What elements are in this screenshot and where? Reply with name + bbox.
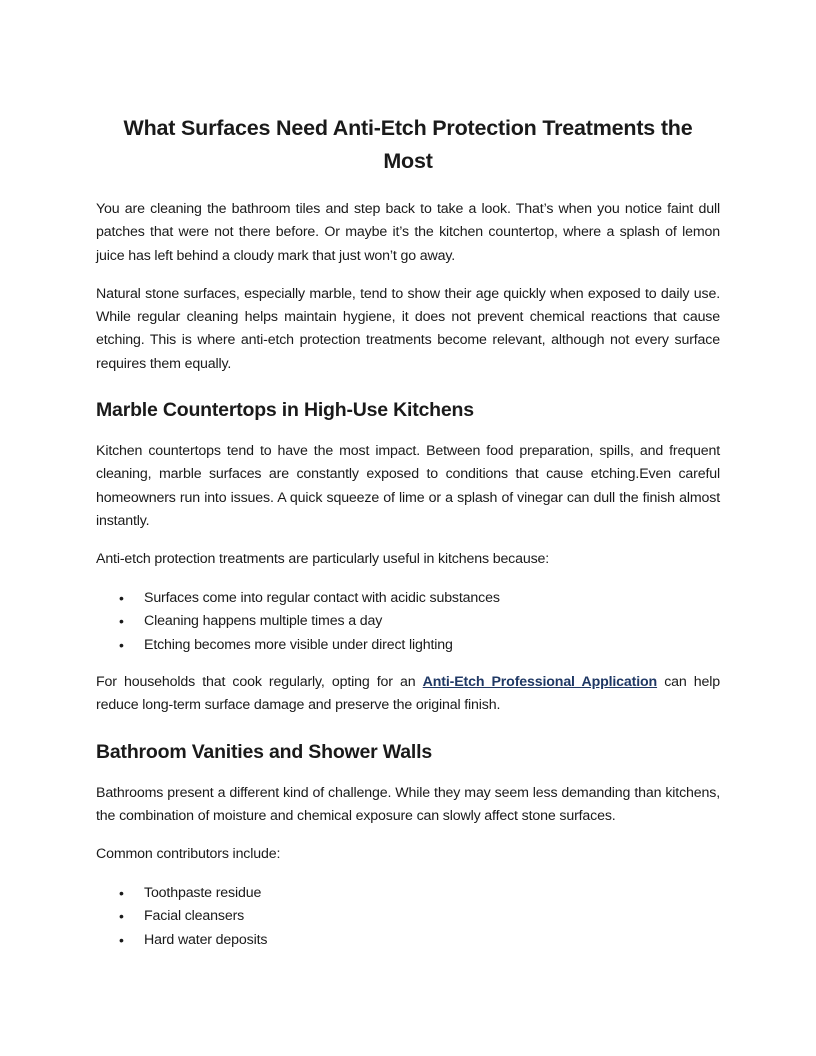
kitchens-paragraph-1: Kitchen countertops tend to have the most impact. Between food preparation, spills, and frequent cleaning, marble surfaces are constantly exposed to conditions that cause etching.Even careful homeowners run into issues. A quick squeeze of lime or a splash of vinegar can dull the finish almost instantly. xyxy=(96,443,720,529)
bathrooms-bullet-list xyxy=(96,882,720,953)
intro-paragraph-1: You are cleaning the bathroom tiles and step back to take a look. That’s when you notice faint dull patches that were not there before. Or maybe it’s the kitchen countertop, where a splash of lemon juice has left behind a cloudy mark that just won’t go away. xyxy=(96,201,720,264)
bathrooms-paragraph-2: Common contributors include: xyxy=(96,846,281,863)
section-heading-bathrooms: Bathroom Vanities and Shower Walls xyxy=(96,740,432,763)
list-item: • Surfaces come into regular contact with acidic substances xyxy=(96,587,720,611)
bullet-icon: • xyxy=(119,884,124,901)
list-item: • Hard water deposits xyxy=(96,929,720,953)
bathrooms-paragraph-1: Bathrooms present a different kind of challenge. While they may seem less demanding than kitchens, the combination of moisture and chemical exposure can slowly affect stone surfaces. xyxy=(96,784,720,824)
bullet-icon: • xyxy=(119,931,124,948)
list-item: • Facial cleansers xyxy=(96,905,720,929)
list-item: • Toothpaste residue xyxy=(96,882,720,906)
kitchens-paragraph-3: For households that cook regularly, opting for an Anti-Etch Professional Application can help reduce long-term surface damage and preserve the original finish. xyxy=(96,674,721,714)
kitchens-bullet-list xyxy=(96,587,720,658)
anti-etch-application-link[interactable]: Anti-Etch Professional Application xyxy=(422,674,658,691)
bullet-icon: • xyxy=(119,589,124,606)
bullet-icon: • xyxy=(119,636,124,653)
list-item: • Cleaning happens multiple times a day xyxy=(96,610,720,634)
section-heading-kitchens: Marble Countertops in High-Use Kitchens xyxy=(96,399,474,422)
list-item: • Etching becomes more visible under direct lighting xyxy=(96,634,720,658)
bullet-icon: • xyxy=(119,613,124,630)
kitchens-paragraph-2: Anti-etch protection treatments are particularly useful in kitchens because: xyxy=(96,551,550,568)
intro-paragraph-2: Natural stone surfaces, especially marble, tend to show their age quickly when exposed to daily use. While regular cleaning helps maintain hygiene, it does not prevent chemical reactions that cause etching. This is where anti-etch protection treatments become relevant, although not every surface requires them equally. xyxy=(96,285,720,372)
bullet-icon: • xyxy=(119,908,124,925)
document-page xyxy=(96,112,720,966)
page-title: What Surfaces Need Anti-Etch Protection Treatments the Most xyxy=(123,116,693,173)
